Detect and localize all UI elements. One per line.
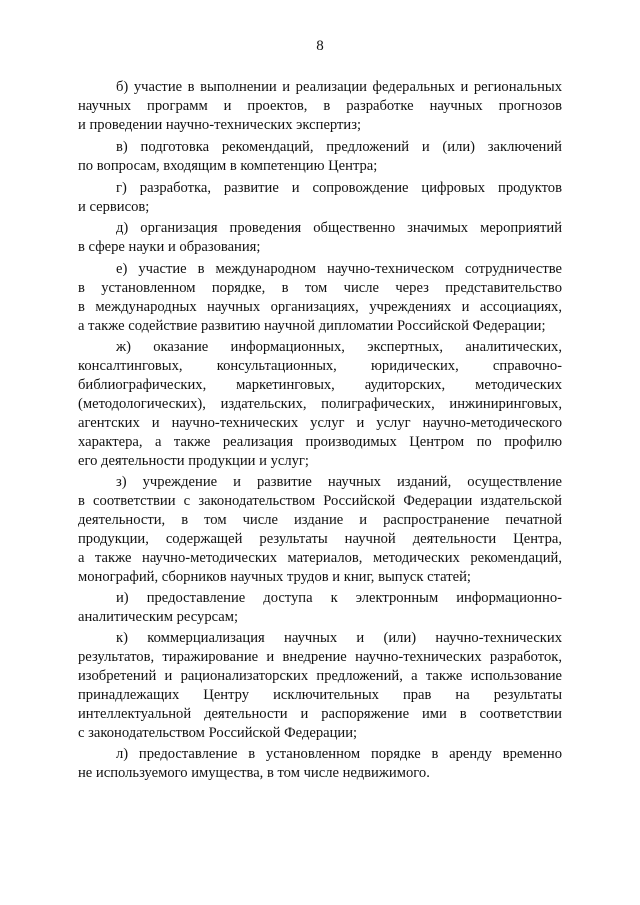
- item-k-line-1: к) коммерциализация научных и (или) научно-технических: [116, 630, 562, 646]
- item-g-line-1: г) разработка, развитие и сопровождение цифровых продуктов: [116, 180, 562, 196]
- item-k-line-3: изобретений и рационализаторских предложений, а также использование: [78, 668, 562, 684]
- item-k-line-2: результатов, тиражирование и внедрение научно-технических разработок,: [78, 649, 562, 665]
- item-zh-line-2: консалтинговых, консультационных, юридических, справочно-: [78, 358, 562, 374]
- item-z-line-3: деятельности, в том числе издание и распространение печатной: [78, 512, 562, 528]
- item-b-line-2: научных программ и проектов, в разработке научных прогнозов: [78, 98, 562, 114]
- item-l-line-2: не используемого имущества, в том числе недвижимого.: [78, 765, 430, 781]
- item-l-line-1: л) предоставление в установленном порядке в аренду временно: [116, 746, 562, 762]
- item-k-line-4: принадлежащих Центру исключительных прав на результаты: [78, 687, 562, 703]
- item-k-line-5: интеллектуальной деятельности и распоряжение ими в соответствии: [78, 706, 562, 722]
- item-e-line-4: а также содействие развитию научной дипломатии Российской Федерации;: [78, 318, 546, 334]
- item-v-line-1: в) подготовка рекомендаций, предложений и (или) заключений: [116, 139, 562, 155]
- item-e-line-2: в установленном порядке, в том числе через представительство: [78, 280, 562, 296]
- item-b-line-1: б) участие в выполнении и реализации федеральных и региональных: [116, 79, 562, 95]
- item-zh-line-7: его деятельности продукции и услуг;: [78, 453, 309, 469]
- item-e-line-1: е) участие в международном научно-техническом сотрудничестве: [116, 261, 562, 277]
- item-b-line-3: и проведении научно-технических экспертиз;: [78, 117, 362, 133]
- item-zh-line-6: характера, а также реализация производимых Центром по профилю: [78, 434, 562, 450]
- item-i-line-1: и) предоставление доступа к электронным информационно-: [116, 590, 562, 606]
- item-zh-line-5: агентских и научно-технических услуг и услуг научно-методического: [78, 415, 562, 431]
- item-zh-line-1: ж) оказание информационных, экспертных, аналитических,: [116, 339, 562, 355]
- item-v-line-2: по вопросам, входящим в компетенцию Центра;: [78, 158, 378, 174]
- item-z-line-4: продукции, содержащей результаты научной деятельности Центра,: [78, 531, 562, 547]
- item-z-line-2: в соответствии с законодательством Российской Федерации издательской: [78, 493, 562, 509]
- item-z-line-5: а также научно-методических материалов, методических рекомендаций,: [78, 550, 562, 566]
- item-e-line-3: в международных научных организациях, учреждениях и ассоциациях,: [78, 299, 562, 315]
- item-g-line-2: и сервисов;: [78, 199, 150, 215]
- item-z-line-6: монографий, сборников научных трудов и книг, выпуск статей;: [78, 569, 471, 585]
- item-zh-line-4: (методологических), издательских, полиграфических, инжиниринговых,: [78, 396, 562, 412]
- item-d-line-2: в сфере науки и образования;: [78, 239, 261, 255]
- item-i-line-2: аналитическим ресурсам;: [78, 609, 239, 625]
- item-zh-line-3: библиографических, маркетинговых, аудиторских, методических: [78, 377, 562, 393]
- page-number: 8: [316, 38, 324, 54]
- item-k-line-6: с законодательством Российской Федерации;: [78, 725, 358, 741]
- item-d-line-1: д) организация проведения общественно значимых мероприятий: [116, 220, 562, 236]
- item-z-line-1: з) учреждение и развитие научных изданий, осуществление: [116, 474, 562, 490]
